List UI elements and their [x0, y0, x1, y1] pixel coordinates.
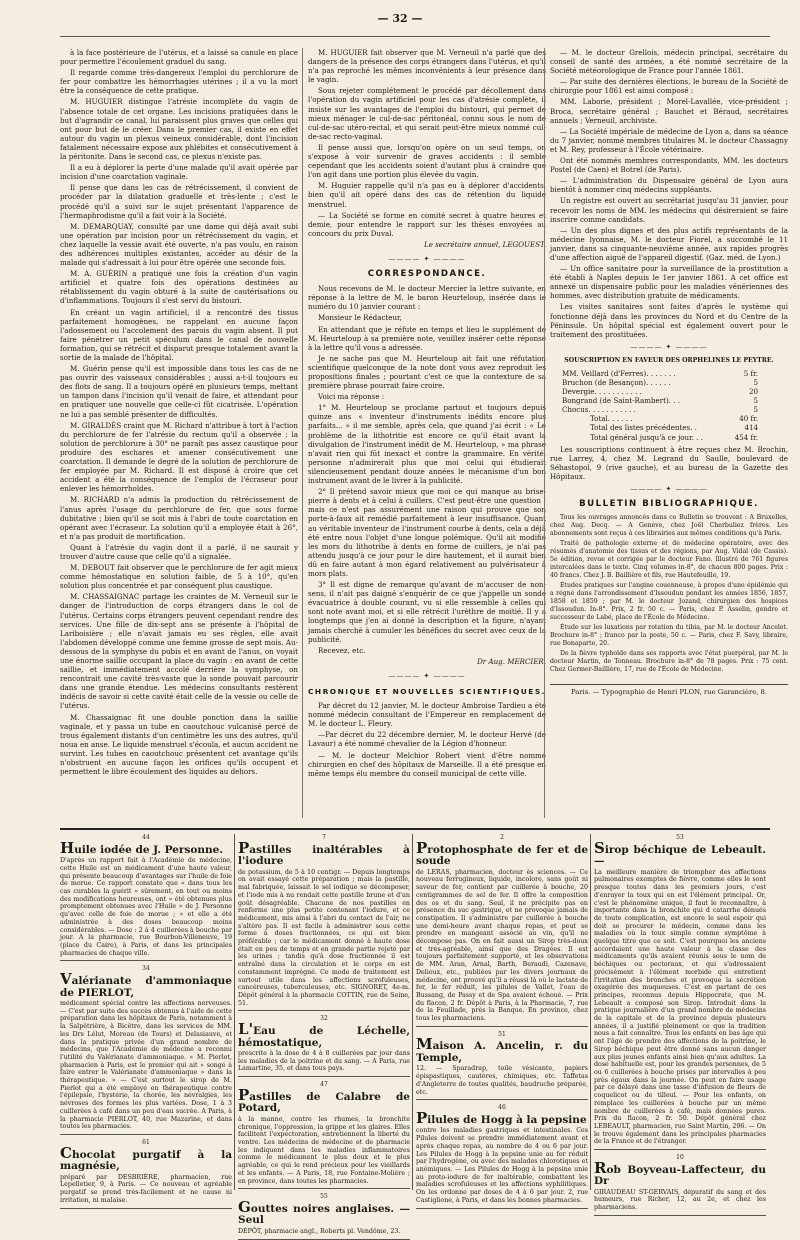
ad-body: GIRAUDEAU ST-GERVAIS, dépuratif du sang et des humeurs, rue Richer, 12, au 2e, et chez les pharmaciens. — [594, 1188, 766, 1212]
news-paragraph: Un registre est ouvert au secrétariat jusqu'au 31 janvier, pour recevoir les noms de MM. les médecins qui désireraient se faire inscrire comme candidats. — [550, 196, 788, 224]
column-1 — [60, 48, 298, 828]
ads-column-c — [416, 834, 588, 1204]
ad-title: Gouttes noires anglaises. — Seul — [238, 1197, 410, 1227]
article-paragraph: En créant un vagin artificiel, il a rencontré des tissus parfaitement homogènes, ne rappelant en aucune façon l'adossement ou l'accolement des parois du vagin absent. Il put faire pénétrer un petit spéculum dans le canal de nouvelle formation, qui se rétrécit et disparut presque totalement avant la sortie de la malade de l'hôpital. — [60, 307, 298, 362]
ad-number: 34 — [142, 965, 150, 973]
bibliography-entry: Études pratiques sur l'angine couenneuse, à propos d'une épidémie qui a régné dans l'arrondissement d'Issoudun pendant les années 1856, 1857, 1858 et 1859 ; par M. le docteur Jozand, chirurgien des hospices d'Issoudun. In-8°. Prix, 2 fr. 50 c. — Paris, chez P. Asselin, gendre et successeur de Labé, place de l'École de Médecine. — [550, 582, 788, 622]
bibliography-entry: De la fièvre typhoïde dans ses rapports avec l'état puerpéral, par M. le docteur Martin, de Tonneau. Brochure in-8° de 78 pages. Prix : 75 cent. Chez Germer-Baillière, 17, rue de l'École de Médecine. — [550, 650, 788, 674]
ad-body: de LERAS, pharmacien, docteur ès sciences. — Ce nouveau ferrugineux, liquide, incolore, sans goût ni saveur de fer, contient par cuillerée à bouche, 20 centigrammes de sel de fer. Il offre la composition des os et du sang. Seul, il ne précipite pas en présence du suc gastrique, et ne provoque jamais de constipation. Il s'administre par cuillerée à bouche une demi-heure avant chaque repas, et peut se prendre en mangeant associé au vin, qu'il ne décompose pas. On en fait aussi un Sirop très-doux et très-agréable, ainsi que des Dragées. Il est toujours parfaitement supporté, et les observations de MM. Aran, Arnal, Barth, Beraudi, Cazenave, Delioux, etc., publiées par les divers journaux de médecine, ont prouvé qu'il a réussi là où le lactate de fer, le fer réduit, les pilules de Vallet, l'eau de Bussang, de Passy et de Spa avaient échoué. — Prix du flacon, 2 fr. Dépôt à Paris, à la Pharmacie, 7, rue de la Feuillade, près la Banque. En province, chez tous les pharmaciens. — [416, 868, 588, 1023]
ads-column-a — [60, 834, 232, 1204]
subscriber-name: Total général jusqu'à ce jour. . . — [590, 432, 704, 442]
ad-number: 51 — [498, 1030, 506, 1038]
advertisement — [238, 1015, 410, 1077]
subscription-list — [550, 369, 788, 414]
bibliography-entry: Tous les ouvrages annoncés dans ce Bulletin se trouvent : A Bruxelles, chez Aug. Decq. — A Genève, chez Joël Cherbuliez frères. Les abonnements sont reçus à ces librairies aux mêmes conditions qu'à Paris. — [550, 514, 788, 538]
news-paragraph: — Un office sanitaire pour la surveillance de la prostitution a été établi à Naples depuis le 1er janvier 1861. A cet office est annexé un dispensaire public pour les maladies vénériennes des hommes, avec distribution gratuite de médicaments. — [550, 264, 788, 301]
article-paragraph: M. Huguier rappelle qu'il n'a pas eu à déplorer d'accidents, bien qu'il ait opéré dans des cas de rétention du liquide menstruel. — [308, 181, 546, 209]
ad-body: préparé par DESBRIÈRE, pharmacien, rue Lepelletier, 9, à Paris. — Ce nouveau et agréable purgatif se prend très-facilement et ne cause ni irritation, ni malaise. — [60, 1173, 232, 1204]
letter-paragraph: Je ne sache pas que M. Heurteloup ait fait une réfutation scientifique quelconque de la note dont vous avez reproduit les propositions finales ; pourtant c'est ce que la contexture de sa première phrase pourrait faire croire. — [308, 353, 546, 391]
ad-number: 61 — [142, 1139, 150, 1146]
advertisement — [416, 1104, 588, 1208]
subscriber-name: MM. Veillard (d'Ferres). . . . . . . — [562, 368, 676, 378]
article-paragraph: — La Société se forme en comité secret à quatre heures et demie, pour entendre le rapport sur les thèses envoyées au concours du prix Duval. — [308, 210, 546, 238]
ad-title: Maison A. Ancelin, r. du Temple, — [416, 1035, 588, 1064]
news-paragraph: — M. le docteur Grellois, médecin principal, secrétaire du conseil de santé des armées, a été nommé secrétaire de la Société météorologique de France pour l'année 1861. — [550, 48, 788, 76]
letter-paragraph: 1° M. Heurteloup se proclame partout et toujours depuis quinze ans « inventeur d'instruments inédits encore plus parfaits... » il me semble, après cela, que quand j'ai écrit : « Le problème de la lithotritie est encore ce qu'il était avant la divulgation de l'instrument inédit de M. Heurteloup, » ma phrase n'avait rien qui fût inexact et contre la grammaire. En vérité, personne n'admirerait plus que moi celui qui étudierait silencieusement pendant douze années le mécanisme d'un bon instrument avant de le livrer à la publicité. — [308, 403, 546, 486]
ad-number: 32 — [320, 1015, 328, 1023]
article-paragraph: M. Guérin pense qu'il est impossible dans tous les cas de ne pas ouvrir des vaisseaux considérables ; aussi a-t-il toujours eu des flots de sang. Il a toujours opéré en plusieurs temps, mettant un tampon dans l'incision qu'il venait de faire, et attendant pour en pratiquer une nouvelle que celle-ci fût cicatrisée. L'opération ne lui a pas semblé présenter de difficultés. — [60, 364, 298, 419]
ads-separator — [590, 834, 591, 1190]
article-paragraph: Il pense aussi que, lorsqu'on opère on un seul temps, on s'expose à voir survenir de graves accidents : il semble cependant que les accidents soient d'autant plus à craindre que l'on agit dans une portion plus élevée du vagin. — [308, 142, 546, 180]
article-paragraph: Quant à l'atrésie du vagin dont il a parlé, il ne saurait y trouver d'autre cause que celle qu'il a signalée. — [60, 542, 298, 561]
article-paragraph: M. RICHARD n'a admis la production du rétrécissement de l'anus après l'usage du perchlorure de fer, que sous forme dubitative ; bien qu'il se soit mis à l'abri de toute coarctation en opérant avec l'écraseur. La solution qu'il a employée était à 26°, et n'a pas produit de mortification. — [60, 495, 298, 541]
advertisement — [416, 1031, 588, 1101]
subscriber-name: Bruchon (de Besançon). . . . . . — [562, 378, 671, 387]
subscription-amount: 5 fr. — [743, 368, 758, 378]
subscriber-name: Total des listes précédentes. . — [590, 423, 697, 433]
article-paragraph: M. HUGUIER fait observer que M. Verneuil n'a parlé que des dangers de la présence des corps étrangers dans l'utérus, et qu'il n'a pas reproché les mêmes inconvénients à leur présence dans le vagin. — [308, 48, 546, 85]
advertisement — [238, 834, 410, 1011]
subscription-amount: 414 — [744, 423, 758, 433]
ornament-rule: ———— ✦ ———— — [630, 342, 708, 351]
subscription-title: SOUSCRIPTION EN FAVEUR DES ORPHELINES LE PEYTRE. — [564, 356, 774, 364]
news-paragraph: — M. le docteur Melchior Robert vient d'être nommé chirurgien en chef des hôpitaux de Marseille. Il a été presque en même temps élu membre du conseil municipal de cette ville. — [308, 750, 546, 778]
ad-title: Pilules de Hogg à la pepsine — [416, 1108, 587, 1127]
subscriber-name: Bongrand (de Saint-Rambert). . . — [562, 396, 680, 406]
letter-paragraph: Nous recevons de M. le docteur Mercier la lettre suivante, en réponse à la lettre de M. le baron Heurteloup, insérée dans le numéro du 10 janvier courant : — [308, 284, 546, 312]
article-paragraph: M. GIRALDÈS craint que M. Richard n'attribue à tort à l'action du perchlorure de fer l'atrésie du rectum qu'il a observée ; la solution de perchlorure à 30° ne paraît pas assez caustique pour produire des eschares et amener consécutivement une coarctation. Il demande le degré de la solution de perchlorure de fer employée par M. Richard. Il est disposé à croire que cet accident a été la conséquence de l'emploi de l'écraseur pour enlever les hémorrhoïdes. — [60, 420, 298, 494]
ad-title: Pastilles de Calabre de Potard, — [238, 1085, 410, 1115]
bibliography-title: BULLETIN BIBLIOGRAPHIQUE. — [579, 499, 759, 510]
advertisement — [60, 965, 232, 1135]
news-paragraph: —Par décret du 22 décembre dernier, M. le docteur Hervé (de Lavaur) a été nommé chevalier de la Légion d'honneur. — [308, 730, 546, 749]
bottom-rule — [60, 828, 770, 830]
ad-number: 55 — [320, 1193, 328, 1201]
column-separator — [302, 48, 303, 818]
article-paragraph: Il a eu à déplorer la perte d'une malade qu'il avait opérée par incision d'une coarctation vaginale. — [60, 163, 298, 182]
ad-body: D'après un rapport fait à l'Académie de médecine, cette Huile est un médicament d'une haute valeur, qui présente beaucoup d'avantages sur l'huile de foie de morue. Ce rapport constate que « dans tous les cas curables la guérit » sûrement, en tout ou moins des modifications heureuses, ont » été obtenues plus promptement obtenues avec l'Huile » de J. Personne qu'avec celle de foie de morue ; » et elle a été administrée à des doses beaucoup moins considérables. — Dose : 2 à 4 cuillerées à bouche par jour. A la pharmacie, rue Bourbon-Villeneuve, 19 (place du Caire), à Paris, et dans les principales pharmacies de chaque ville. — [60, 857, 232, 957]
ornament-rule: ———— ✦ ———— — [630, 485, 708, 494]
advertisement — [238, 1081, 410, 1189]
news-paragraph: — Un des plus dignes et des plus actifs représentants de la médecine lyonnaise, M. le docteur Fiorel, a succombé le 11 janvier, dans sa cinquante-neuvième année, aux rapides progrès d'une affection aiguë de l'appareil digestif. (Gaz. méd. de Lyon.) — [550, 225, 788, 262]
subscription-amount: 5 — [753, 378, 758, 387]
ad-title: L'Eau de Léchelle, hémostatique, — [238, 1020, 410, 1049]
letter-paragraph: 3° Il est digne de remarque qu'avant de m'accuser de non-sens, il n'ait pas daigné s'enquérir de ce que j'appelle un sonde évacuatrice à double courant, vu si elle ressemble à celles qui sont note avant moi, et si elle rétrécit l'urèthre de moitié. Il y a longtemps que j'en ai donné la description et la figure, n'ayant jamais cherché à cumuler les bénéfices du secret avec ceux de la publicité. — [308, 580, 546, 644]
ad-title: Huile iodée de J. Personne. — [60, 838, 223, 857]
column-2 — [308, 48, 546, 828]
ad-body: de potassium, de 5 à 10 centigr. — Depuis longtemps on avait essayé cette préparation ; mais la pastille, mal fabriquée, laissait le sel iodique se décomposer, et l'iode mis à nu rendait cette pastille brune et d'un goût désagréable. Chacune de nos pastilles en renferme une plus petite contenant l'iodure, et ce médicament, mis ainsi à l'abri du contact de l'air, ne s'altère pas. Il est facile à administrer sous cette forme à doses fractionnées, ce qui est bien préférable ; car le médicament donné à haute dose était en peu de temps et en grande partie rejeté par les urines ; tandis qu'à dose fractionnée il est entraîné dans la circulation et le corps en est constamment imprégné. Ce mode de traitement est surtout utile dans les affections scrofuleuses, cancéreuses, tuberculeuses, etc. SIGNORET, 4e-m. Dépôt général à la pharmacie COTTIN, rue de Seine, 51. — [238, 868, 410, 1007]
subscription-amount: 5 — [753, 396, 758, 406]
printer-line: Paris. — Typographie de Henri PLON, rue Garancière, 8. — [550, 684, 788, 697]
column-separator — [544, 48, 545, 818]
ads-column-d — [594, 834, 766, 1212]
subscriber-name: Devergie. . . . . . . . . . . — [562, 387, 642, 397]
advertisement — [594, 834, 766, 1150]
article-paragraph: Sous rejeter complétement le procédé par décollement dans l'opération du vagin artificiel pour les cas d'atrésie complète, il insiste sur les avantages de l'emploi du bistouri, qui permet de mieux ménager le cul-de-sac péritonéal, connu sous le nom de cul-de-sac utéro-rectal, et qui serait peut-être mieux nommé cul-de-sac recto-vaginal. — [308, 86, 546, 141]
mercier-signature: Dr Aug. MERCIER. — [477, 656, 546, 666]
ad-title: Chocolat purgatif à la magnésie, — [60, 1143, 232, 1173]
ad-title: Valérianate d'ammoniaque de PIERLOT, — [60, 970, 232, 999]
letter-paragraph: 2° Il prétend savoir mieux que moi ce qui manque au brise-pierre à dents et à celui à cuillers. C'est peut-être une question ; mais ce n'est pas assurément une raison qui prouve que son porte-à-faux ait remédié parfaitement à leur insuffisance. Quant au véritable inventeur de l'instrument courbe à dents, cela a déjà été entre nous l'objet d'une longue polémique. Qu'il ait modifié les mors du lithotribe à dents en forme de cuillers, je n'ai pas attendu jusqu'à ce jour pour le dire hautement, et il aurait bien dû en faire autant à mon égard relativement au pulvérisateur à mors plats. — [308, 487, 546, 578]
article-paragraph: M. HUGUIER distingue l'atrésie incomplète du vagin de l'absence totale de cet organe. Les incisions pratiquées dans le but d'agrandir ce canal, lui paraissent plus graves que celles qui ont pour but de le créer. Dans le premier cas, il existe en effet autour du vagin un plexus veineux considérable, dont l'incision fatalement nécessaire expose aux phlébites et consécutivement à la péritonite. Dans le second cas, ce plexus n'existe pas. — [60, 97, 298, 162]
ad-title: Sirop béchique de Lebeault. — — [594, 838, 766, 868]
subscription-row — [550, 369, 788, 378]
ad-body: DÉPÔT, pharmacie angl., Roberts pl. Vendôme, 23. — [238, 1227, 401, 1235]
bibliography-entry: Traité de pathologie externe et de médecine opératoire, avec des résumés d'anatomie des tissus et des régions, par Aug. Vidal (de Cassis). 5e édition, revue et corrigée par le docteur Fano. Illustré de 761 figures intercalées dans le texte. Cinq volumes in-8°, de chacun 800 pages. Prix : 40 francs. Chez J. B. Baillière et fils, rue Hautefeuille, 19. — [550, 540, 788, 580]
ad-body: médicament spécial contre les affections nerveuses. — C'est par suite des succès obtenus à l'aide de cette préparation dans les hôpitaux de Paris, notamment à la Salpêtrière, à Bicêtre, dans les services de MM. les Drs Lélut, Moreau (de Tours) et Delasiauve, et dans la pratique privée d'un grand nombre de médecins, que l'Académie de médecine a reconnu l'utilité du Valérianate d'ammoniaque. « M. Pierlot, pharmacien à Paris, est le premier qui ait » songé à faire entrer le Valérianate d'ammoniaque » dans la thérapeutique. » — C'est surtout le sirop de M. Pierlot qui a été employé en thérapeutique contre l'épilepsie, l'hystérie, la chorée, les névralgies, les névroses des formes les plus variées. Dose, 1 à 3 cuillerées à café dans un peu d'eau sucrée. A Paris, à la pharmacie PIERLOT, 40, rue Mazarine, et dans toutes les pharmacies. — [60, 1000, 232, 1131]
ornament-rule: ———— ✦ ———— — [388, 254, 466, 263]
letter-paragraph: Recevez, etc. — [318, 645, 366, 655]
news-paragraph: Ont été nommés membres correspondants, MM. les docteurs Postel (de Caen) et Botrel (de Paris). — [550, 156, 788, 175]
secretary-signature: Le secrétaire annuel, LEGOUEST. — [424, 239, 546, 249]
advertisement — [416, 834, 588, 1027]
page-number: — 32 — — [377, 12, 423, 25]
article-paragraph: M. DEBOUT fait observer que le perchlorure de fer agit mieux comme hémostatique en solution faible, de 5 à 10°, qu'en solution plus concentrée et par conséquent plus caustique. — [60, 563, 298, 591]
subscription-row — [550, 387, 788, 396]
subscription-amount: 20 — [748, 387, 758, 397]
ad-number: 10 — [676, 1154, 684, 1162]
article-paragraph: M. Chassaignac fit une double ponction dans la saillie vaginale, et y passa un tube en caoutchouc vulcanisé percé de trous également distants d'un centimètre les uns des autres, qu'il noua en anse. Le liquide menstruel s'écoula, et aucun accident ne survint. Les tubes en caoutchouc présentent cet avantage qu'ils n'obstruent en aucune façon les orifices qu'ils occupent et permettent le libre écoulement des liquides au dehors. — [60, 712, 298, 777]
advertisement — [60, 1139, 232, 1209]
ad-number: 2 — [500, 834, 504, 841]
chronique-title: CHRONIQUE ET NOUVELLES SCIENTIFIQUES. — [308, 687, 546, 696]
advertisement — [594, 1154, 766, 1216]
news-paragraph: MM. Laborie, président ; Morel-Lavallée, vice-président ; Broca, secrétaire général ; Bauchet et Béraud, secrétaires annuels ; Verneuil, archiviste. — [550, 97, 788, 125]
article-paragraph: Il pense que dans les cas de rétrécissement, il convient de procéder par la dilatation graduelle et très-lente ; c'est le procédé qu'il a suivi sur le sujet présentant l'apparence de l'hermaphrodisme qu'il a fait voir à la Société. — [60, 183, 298, 220]
subscription-row — [550, 405, 788, 414]
ads-separator — [412, 834, 413, 1190]
news-paragraph: Par décret du 12 janvier, M. le docteur Ambroise Tardieu a été nommé médecin consultant de l'Empereur en remplacement de M. le docteur L. Fleury. — [308, 701, 546, 729]
correspondance-title: CORRESPONDANCE. — [367, 269, 487, 280]
subscription-row — [550, 423, 788, 432]
subscription-row — [550, 414, 788, 423]
ad-number: 53 — [676, 834, 684, 841]
news-paragraph: — L'administration du Dispensaire général de Lyon aura bientôt à nommer cinq médecins suppléants. — [550, 176, 788, 195]
subscription-row — [550, 433, 788, 442]
subscription-totals — [550, 414, 788, 441]
advertisement — [60, 834, 232, 961]
ornament-rule: ———— ✦ ———— — [388, 671, 466, 680]
article-paragraph: M. A. GUÉRIN a pratiqué une fois la création d'un vagin artificiel et quatre fois des opérations destinées au rétablissement du vagin obturé à la suite de cautérisations ou d'inflammations. Toujours il s'est servi du bistouri. — [60, 269, 298, 306]
bibliography-entry: Étude sur les luxations par rotation du tibia, par M. le docteur Ancelet. Brochure in-8° ; franco par la poste, 50 c. — Paris, chez F. Savy, libraire, rue Bonaparte, 20. — [550, 624, 788, 648]
ad-body: contre les maladies gastriques et intestinales. Ces Pilules doivent se prendre immédiatement avant et après chaque repas, au nombre de 4 ou 6 par jour. Les Pilules de Hogg à la pepsine unie au fer réduit par l'hydrogène, ou avec des malades chlorotiques et anémiques. — Les Pilules de Hogg à la pepsine unie au proto-iodure de fer inaltérable, combattent les maladies scrofuleuses et les affections syphilitiques. On les ordonne par doses de 4 à 6 par jour. 2, rue Castiglione, à Paris, et dans les bonnes pharmacies. — [416, 1127, 588, 1204]
column-3 — [550, 48, 788, 828]
ad-number: 46 — [498, 1104, 506, 1112]
news-paragraph: Les visites sanitaires sont faites d'après le système qui fonctionne déjà dans les provinces du Nord et du Centre de la Péninsule. Un hôpital spécial est également ouvert pour le traitement des prostituées. — [550, 302, 788, 339]
subscription-row — [550, 378, 788, 387]
article-paragraph: à la face postérieure de l'utérus, et a laissé sa canule en place pour permettre l'écoulement graduel du sang. — [60, 48, 298, 67]
letter-paragraph: En attendant que je réfute en temps et lieu le supplément de M. Heurteloup à sa première note, veuillez insérer cette réponse à la lettre qu'il vous a adressée. — [308, 324, 546, 352]
letter-paragraph: Voici ma réponse : — [318, 392, 385, 402]
article-paragraph: M. CHASSAIGNAC partage les craintes de M. Verneuil sur le danger de l'introduction de corps étrangers dans le col de l'utérus. Certains corps étrangers peuvent cependant rendre des services. Une fille de dix-sept ans se présente à l'hôpital de Lariboisière ; elle n'avait jamais eu ses règles, elle avait l'abdomen développé comme une femme grosse de sept mois. Au-dessous de la symphyse du pubis et en avant de l'anus, on voyait une énorme saillie occupant la place du vagin : en avant de cette saillie, et immédiatement accolé derrière la symphyse, on rencontrait une cavité très-vaste que la sonde pouvait parcourir dans une grande étendue. Les médecins consultants restèrent indécis de savoir si cette cavité était celle de la vessie ou celle de l'utérus. — [60, 592, 298, 711]
subscriber-name: Chocus. . . . . . . . . . . — [562, 405, 636, 415]
top-rule — [60, 36, 770, 37]
advertisement — [238, 1193, 410, 1239]
subscription-row — [550, 396, 788, 405]
subscription-amount: 40 fr. — [739, 414, 758, 424]
ad-title: Rob Boyveau-Laffecteur, du Dr — [594, 1158, 766, 1188]
ad-body: à la manne, contre les rhumes, la bronchite chronique, l'oppression, la grippe et les glaires. Elles facilitent l'expectoration, entretiennent la liberté du ventre. Les médecins de médecine et de pharmacie les indiquent dans les maladies inflammatoires comme le médicament le plus doux et le plus agréable, ce qui le rend précieux pour les vieillards et les enfants. — A Paris, 18, rue Fontaine-Molière ; en province, dans toutes les pharmacies. — [238, 1115, 410, 1185]
subscription-amount: 454 fr. — [734, 432, 758, 442]
news-paragraph: — La Société impériale de médecine de Lyon a, dans sa séance du 7 janvier, nommé membres titulaires M. le docteur Chassagny et M. Rey, professeur à l'École vétérinaire. — [550, 126, 788, 154]
ad-body: La meilleure manière de triompher des affections pulmonaires exemptes de fièvre, comme elles le sont presque toutes dans les premiers jours, c'est d'enrayer la toux qui en est l'élément principal. Or, c'est le phénomène unique, il faut le reconnaître, à importante dans la bronchite qui d catarrhe dénués de toute complication, est encore le seul espoir qui doit se procurer le médecin, comme dans les maladies où la toux simple comme symptôme à quelque titre que ce soit. C'est pourquoi les anciens accordaient une haute valeur à la classe des médicaments qu'ils avaient réunis sous le nom de béchiques ou pectoraux, et qui s'adressaient précisément à l'élément morbide qui entretient l'irritation des bronches et provoque la sécrétion exagérée des muqueuses. C'est en partant de ces principes, reconnus depuis Hippocrate, que M. Lebeault a composé son Sirop. Introduit dans la pratique journalière d'un grand nombre de médecins de la capitale et de la province depuis plusieurs années, il a justifié pleinement ce que la tradition nous a fait connaître. Tous les enfants en bas âge qui ont l'âge de prendre des affections de la poitrine, le Sirop béchique peut être donné sans aucun danger aux plus jeunes enfants ainsi bien qu'aux adultes. La dose habituelle est, pour les grandes personnes, de 5 ou 6 cuillerées à bouche prises par intervalles à peu près égaux dans la journée. On peut en faire usage par ce délayé dans une tasse d'infusion de fleurs de coquelicot ou de tilleul. — Pour les enfants, on remplace les cuillerées à bouche par un même nombre de cuillerées à café, mais données pures. Prix du flacon, 2 fr. 50. Dépôt général chez LEBEAULT, pharmacien, rue Saint Martin, 296. — On le trouve également dans les principales pharmacies de la France et de l'étranger. — [594, 868, 766, 1146]
ad-title: Pastilles inaltérables à l'iodure — [238, 838, 410, 868]
ad-body: 12. — Sparadrap, toile vésicante, papiers épispastiques, cautères, chimiques, etc. Taffetas d'Angleterre de toutes qualités, baudruche préparée, etc. — [416, 1065, 588, 1096]
ad-body: prescrite à la dose de 4 à 8 cuillerées par jour dans les maladies de la poitrine et du sang. — A Paris, rue Lamartine, 35, et dans tous pays. — [238, 1050, 410, 1073]
ads-column-b — [238, 834, 410, 1235]
subscription-amount: 5 — [753, 405, 758, 415]
article-paragraph: M. DEMARQUAY, consulté par une dame qui déjà avait subi une opération par incision pour un rétrécissement du vagin, et chez laquelle la vessie avait été ouverte, n'a pas voulu, en raison des adhérences multiples existantes, accéder au désir de la malade qui s'adressait à lui pour être opérée une seconde fois. — [60, 221, 298, 268]
ad-title: Protophosphate de fer et de soude — [416, 838, 588, 868]
subscription-note: Les souscriptions continuent à être reçues chez M. Brochin, rue Larrey, 4, chez M. Legrand du Saulle, boulevard de Sébastopol, 9 (rive gauche), et au bureau de la Gazette des Hôpitaux. — [550, 444, 788, 481]
article-paragraph: Il regarde comme très-dangereux l'emploi du perchlorure de fer pour combattre les hémorrhagies utérines ; il a vu la mort être la conséquence de cette pratique. — [60, 68, 298, 96]
ad-number: 7 — [322, 834, 326, 841]
news-paragraph: — Par suite des dernières élections, le bureau de la Société de chirurgie pour 1861 est ainsi composé : — [550, 77, 788, 96]
ad-number: 47 — [320, 1081, 328, 1089]
ad-number: 44 — [142, 834, 150, 841]
subscriber-name: Total. . . . . . — [590, 414, 633, 424]
ads-separator — [234, 834, 235, 1190]
letter-paragraph: Monsieur le Rédacteur, — [318, 313, 402, 323]
